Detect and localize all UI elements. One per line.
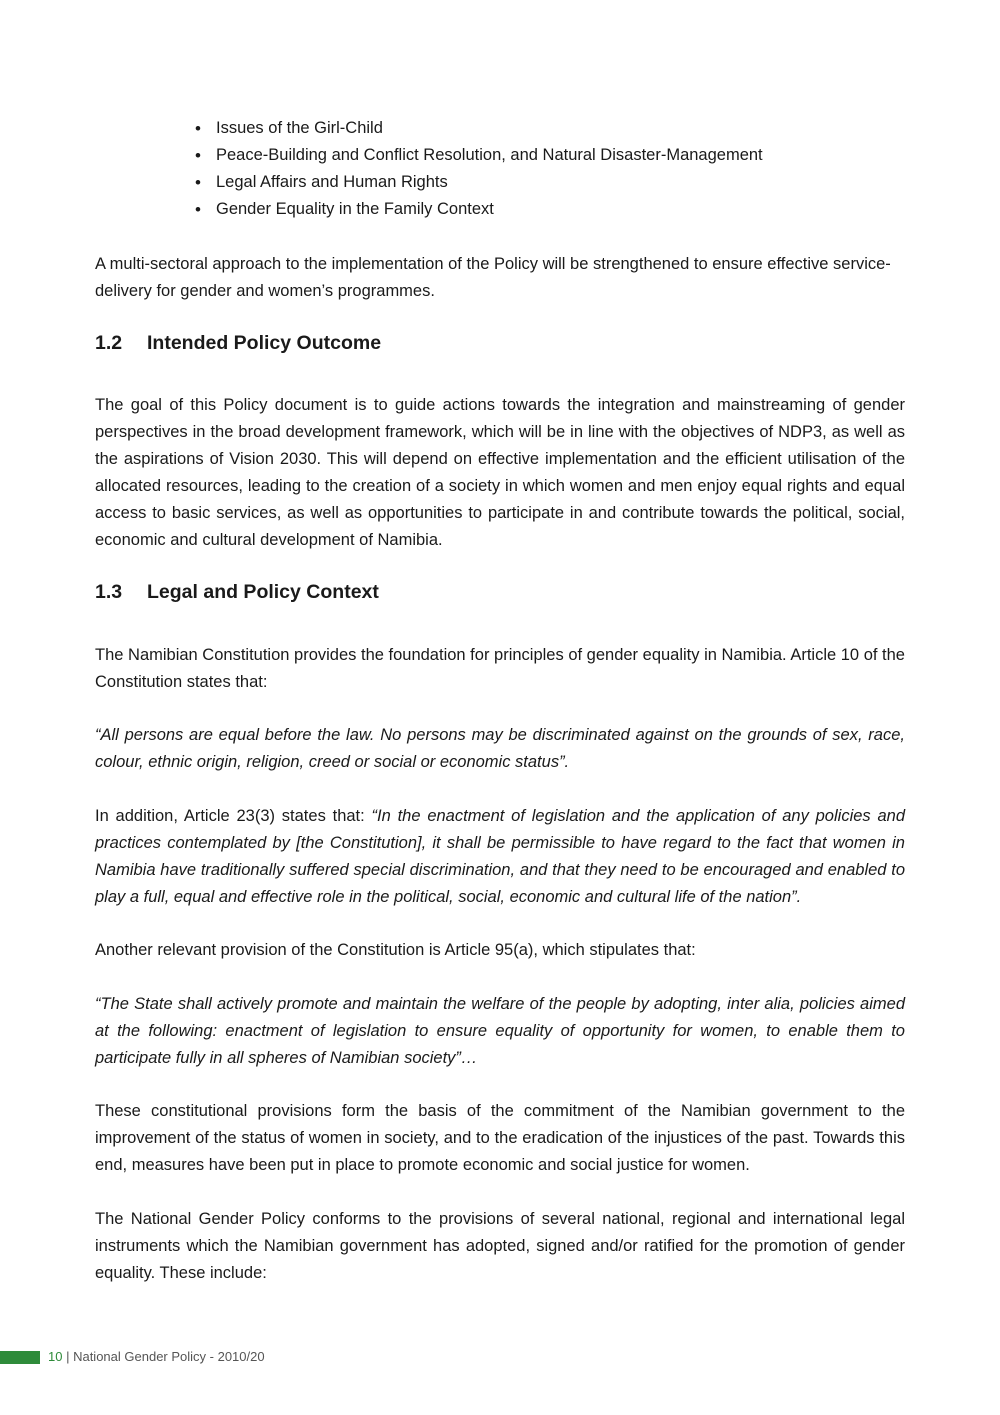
paragraph-legal-instruments: The National Gender Policy conforms to the provisions of several national, regional and international legal instruments which the Namibian government has adopted, signed and/or ratified for the promotion of gender equality. These include: (95, 1210, 905, 1282)
section-heading-1-2 (95, 330, 381, 356)
section-heading-1-3 (95, 579, 379, 605)
section-title: Legal and Policy Context (147, 581, 379, 603)
paragraph-multisectoral: A multi-sectoral approach to the implementation of the Policy will be strengthened to ensure effective service-delivery for gender and women’s programmes. (95, 255, 891, 300)
section-title: Intended Policy Outcome (147, 332, 382, 354)
page-number: 10 (48, 1349, 63, 1364)
section-number: 1.3 (95, 581, 123, 603)
paragraph-goal: The goal of this Policy document is to guide actions towards the integration and mainstreaming of gender perspectives in the broad development framework, which will be in line with the objectives of NDP3, as well as the aspirations of Vision 2030. This will depend on effective implementation and the efficient utilisation of the allocated resources, leading to the creation of a society in which women and men enjoy equal rights and equal access to basic services, as well as opportunities to participate in and contribute towards the political, social, economic and cultural development of Namibia. (95, 396, 905, 549)
footer-separator: | (62, 1349, 74, 1364)
footer-accent-bar (0, 1351, 40, 1364)
page-footer (0, 1349, 400, 1365)
quote-article-23: “In the enactment of legislation and the application of any policies and practices contemplated by [the Constitution], it shall be permissible to have regard to the fact that women in Namibia have traditionally suffered special discrimination, and that they need to be encouraged and enabled to play a full, equal and effective role in the political, social, economic and cultural life of the nation”. (95, 807, 905, 906)
list-item: • Peace-Building and Conflict Resolution, and Natural Disaster-Management (195, 142, 763, 169)
list-item: • Issues of the Girl-Child (195, 115, 763, 142)
footer-text (48, 1349, 265, 1365)
quote-article-95: “The State shall actively promote and maintain the welfare of the people by adopting, inter alia, policies aimed at the following: enactment of legislation to ensure equality of opportunity for women, to enable them to participate fully in all spheres of Namibian society”… (95, 995, 905, 1067)
article-23-intro: In addition, Article 23(3) states that: (95, 807, 372, 825)
focus-area-list (195, 115, 763, 223)
paragraph-constitution: The Namibian Constitution provides the foundation for principles of gender equality in Namibia. Article 10 of the Constitution states that: (95, 646, 905, 691)
document-title: National Gender Policy - 2010/20 (73, 1349, 265, 1364)
section-number: 1.2 (95, 332, 123, 354)
paragraph-article-23 (95, 803, 905, 911)
list-item: • Gender Equality in the Family Context (195, 196, 763, 223)
list-item: • Legal Affairs and Human Rights (195, 169, 763, 196)
quote-article-10: “All persons are equal before the law. No persons may be discriminated against on the grounds of sex, race, colour, ethnic origin, religion, creed or social or economic status”. (95, 726, 905, 771)
paragraph-constitutional-provisions: These constitutional provisions form the basis of the commitment of the Namibian government to the improvement of the status of women in society, and to the eradication of the injustices of the past. Towards this end, measures have been put in place to promote economic and social justice for women. (95, 1102, 905, 1174)
paragraph-article-95: Another relevant provision of the Constitution is Article 95(a), which stipulates that: (95, 941, 696, 959)
